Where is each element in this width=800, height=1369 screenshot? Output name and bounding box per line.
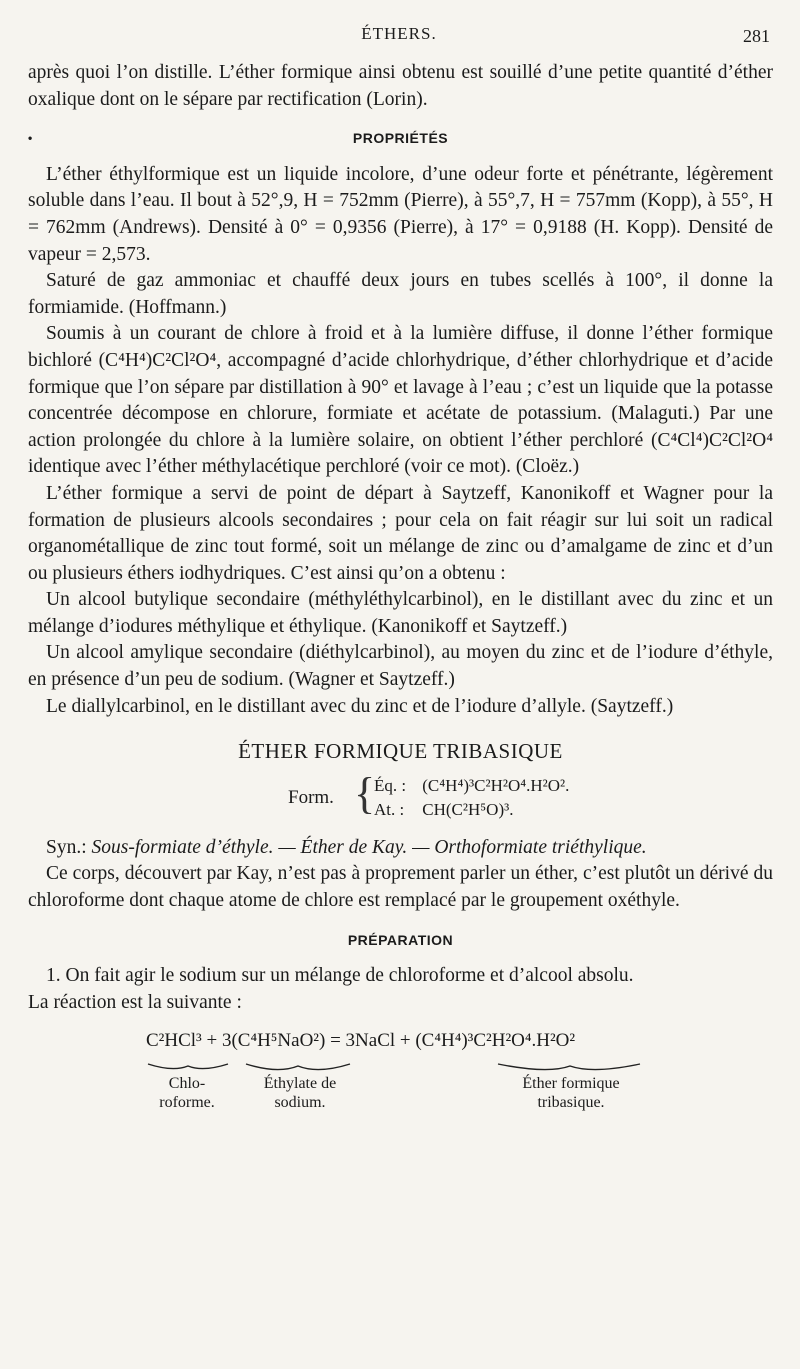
synonyms-names: Sous-formiate d’éthyle. — Éther de Kay. — Orthoformiate triéthylique. xyxy=(91,836,647,858)
paragraph-chlorine: Soumis à un courant de chlore à froid et à la lumière diffuse, il donne l’éther formique bichloré (C⁴H⁴)C²Cl²O⁴, accompagné d’acide chlorhydrique, d’éther chlorhydrique et d’acide formique que l’on sépare par distillation à 90° et lavage à l’eau ; c’est un liquide que la potasse concentrée décompose en chlorure, formiate et acétate de potassium. (Malaguti.) Par une action prolongée du chlore à la lumière solaire, on obtient l’éther perchloré (C⁴Cl⁴)C²Cl²O⁴ identique avec l’éther méthylacétique perchloré (voir ce mot). (Cloëz.) xyxy=(28,323,773,478)
label-ethylate: Éthylate de sodium. xyxy=(263,1075,337,1112)
paragraph-method-1: 1. On fait agir le sodium sur un mélange de chloroforme et d’alcool absolu. xyxy=(46,965,634,987)
heading-tribasic-ether: ÉTHER FORMIQUE TRIBASIQUE xyxy=(238,739,563,764)
synonyms-label: Syn.: xyxy=(46,836,87,858)
section-title: PRÉPARATION xyxy=(347,931,454,948)
label-chloroform: Chlo- roforme. xyxy=(159,1075,215,1112)
paragraph-distillation: après quoi l’on distille. L’éther formique ainsi obtenu est souillé d’une petite quantité d’éther oxalique dont on le sépare par rectification (Lorin). xyxy=(28,62,773,110)
formula-at-row xyxy=(374,797,513,824)
synonyms-line xyxy=(28,835,773,862)
running-header xyxy=(28,24,770,50)
paragraph-ammonia: Saturé de gaz ammoniac et chauffé deux jours en tubes scellés à 100°, il donne la formiamide. (Hoffmann.) xyxy=(28,270,773,318)
running-title: ÉTHERS. xyxy=(361,24,437,43)
equation-text: C²HCl³ + 3(C⁴H⁵NaO²) = 3NaCl + (C⁴H⁴)³C²H²O⁴.H²O² xyxy=(146,1030,576,1052)
section-title: PROPRIÉTÉS xyxy=(352,130,449,147)
formula-eq-key: Éq. : xyxy=(374,775,407,795)
paragraph-butyl-alcohol: Un alcool butylique secondaire (méthyléthylcarbinol), en le distillant avec du zinc et un mélange d’iodures méthylique et éthylique. (Kanonikoff et Saytzeff.) xyxy=(28,589,773,637)
formula-at-key: At. : xyxy=(374,799,405,819)
paragraph-amyl-alcohol: Un alcool amylique secondaire (diéthylcarbinol), au moyen du zinc et de l’iodure d’éthyle, en présence d’un peu de sodium. (Wagner et Saytzeff.) xyxy=(28,642,773,691)
paragraph-reaction-intro: La réaction est la suivante : xyxy=(28,991,242,1013)
formula-label: Form. xyxy=(288,786,334,808)
formula-at-value: CH(C²H⁵O)³. xyxy=(422,799,514,819)
paragraph-kay: Ce corps, découvert par Kay, n’est pas à proprement parler un éther, c’est plutôt un dérivé du chloroforme dont chaque atome de chlore est remplacé par le groupement oxéthyle. xyxy=(28,863,773,912)
section-heading-properties xyxy=(28,125,773,152)
chemical-equation xyxy=(28,1024,773,1120)
bullet-mark: • xyxy=(28,131,33,146)
brace-icon: { xyxy=(354,768,376,818)
page-number: 281 xyxy=(743,26,770,46)
page-body xyxy=(28,60,773,1120)
paragraph-secondary-alcohols: L’éther formique a servi de point de départ à Saytzeff, Kanonikoff et Wagner pour la formation de plusieurs alcools secondaires ; pour cela on fait réagir sur lui soit un radical organométallique de zinc tout formé, soit un mélange de zinc ou d’amalgame de zinc et d’un ou plusieurs éthers iodhydriques. C’est ainsi qu’on a obtenu : xyxy=(28,482,773,584)
paragraph-physical-properties: L’éther éthylformique est un liquide incolore, d’une odeur forte et pénétrante, légèrement soluble dans l’eau. Il bout à 52°,9, H = 752mm (Pierre), à 55°,7, H = 757mm (Kopp), à 55°, H = 762mm (Andrews). Densité à 0° = 0,9356 (Pierre), à 17° = 0,9188 (H. Kopp). Densité de vapeur = 2,573. xyxy=(28,163,773,265)
formula-eq-row xyxy=(374,773,569,800)
label-tribasic-ether: Éther formique tribasique. xyxy=(522,1075,620,1112)
section-heading-preparation xyxy=(28,927,773,954)
paragraph-diallylcarbinol: Le diallylcarbinol, en le distillant avec du zinc et de l’iodure d’allyle. (Saytzeff.) xyxy=(46,695,674,717)
formula-block xyxy=(28,769,773,825)
formula-eq-value: (C⁴H⁴)³C²H²O⁴.H²O². xyxy=(422,775,570,795)
